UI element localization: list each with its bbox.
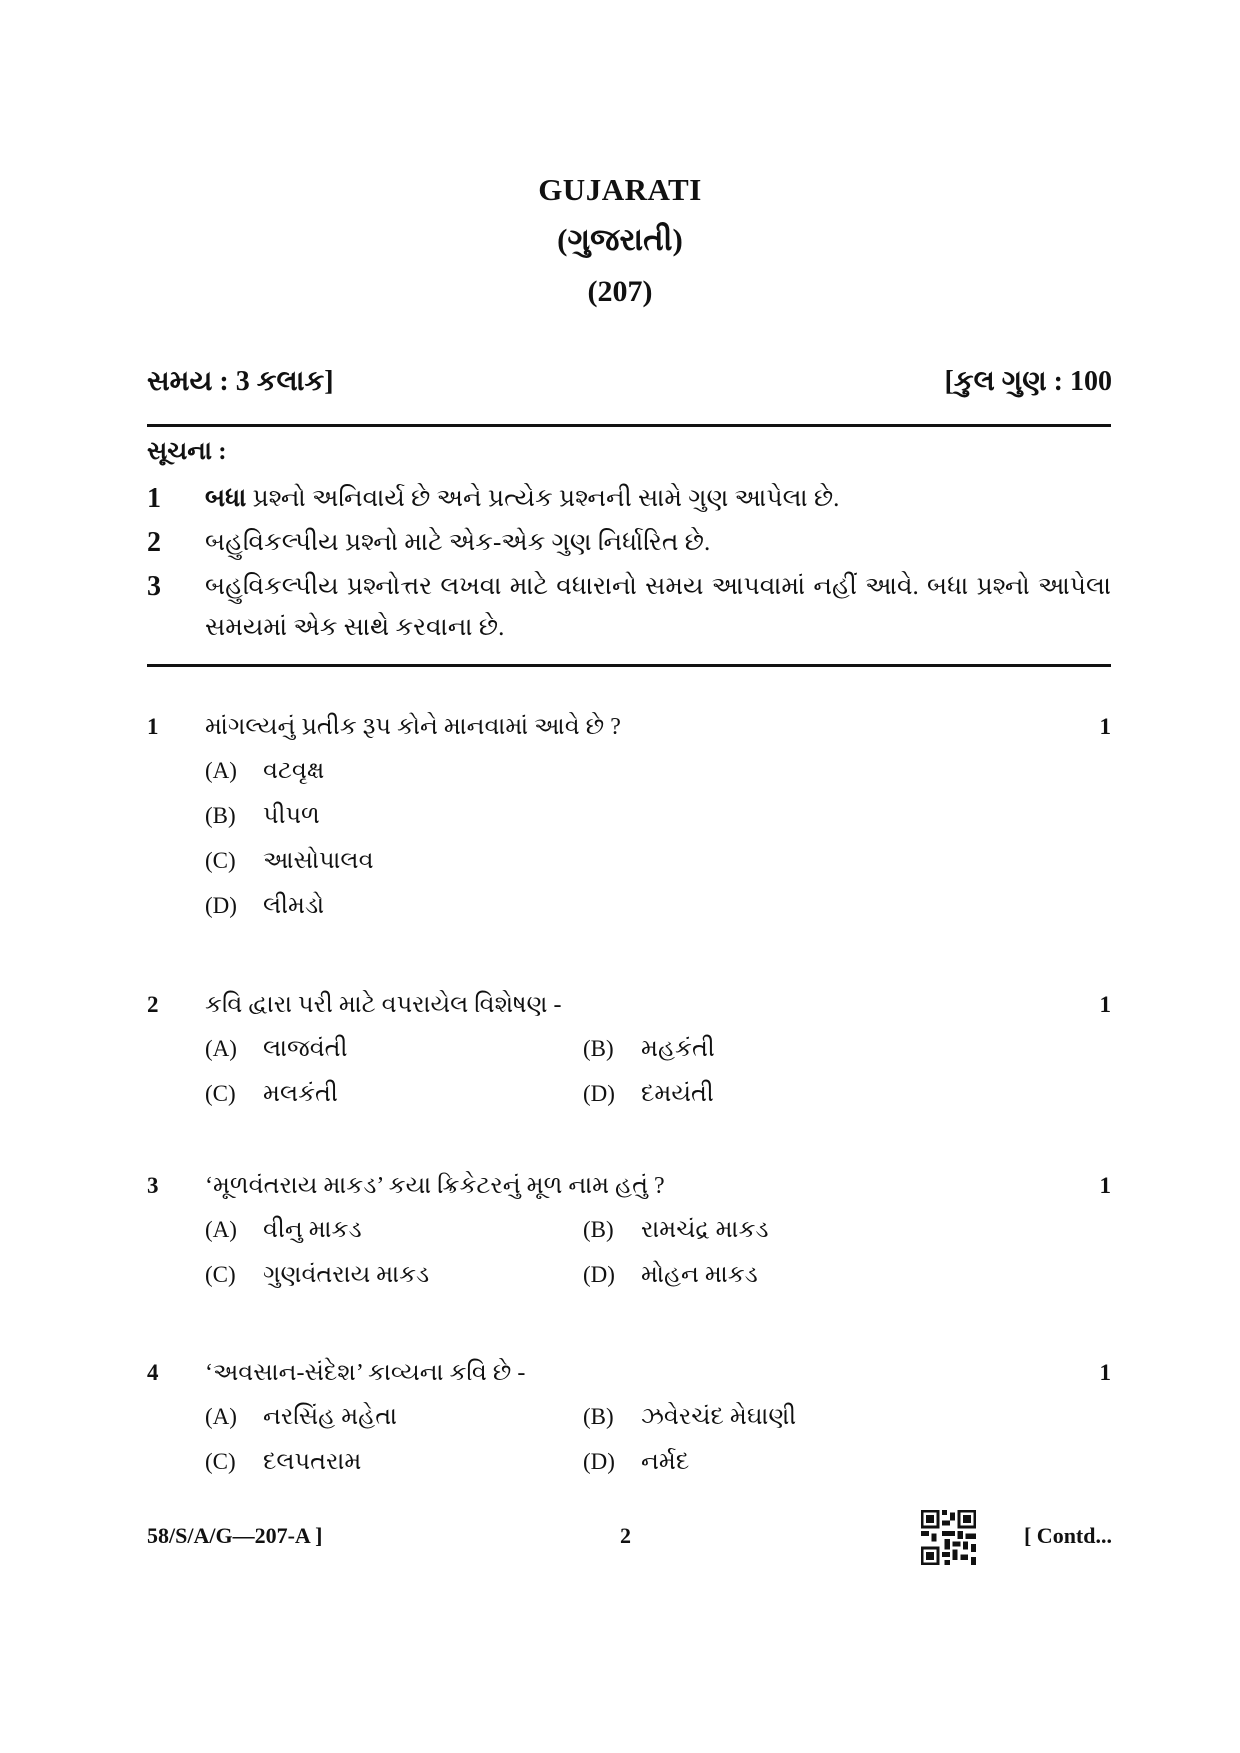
question-marks: 1 [1099,1360,1111,1385]
option-d [205,893,324,920]
option-label: (B) [583,1404,614,1429]
question-text: ‘અવસાન-સંદેશ’ કાવ્યના કવિ છે - [205,1360,526,1386]
option-label: (C) [205,1081,236,1106]
option-a [205,1036,347,1063]
option-label: (D) [583,1081,615,1106]
paper-code: (207) [587,275,653,308]
option-text: દલપતરામ [263,1449,362,1475]
option-label: (D) [205,893,237,918]
question-number: 2 [147,992,159,1017]
option-b [583,1036,715,1063]
question-block [147,1173,1111,1288]
question-number: 3 [147,1173,159,1198]
instruction-text: બહુવિકલ્પીય પ્રશ્નોત્તર લખવા માટે વધારાનો સમય આપવામાં નહીં આવે. બધા પ્રશ્નો આપેલા સમયમાં એક સાથે કરવાના છે. [205,573,1111,641]
option-text: નર્મદ [641,1449,690,1475]
instruction-number: 2 [147,527,161,558]
option-text: મહકંતી [641,1036,715,1062]
option-label: (D) [583,1449,615,1474]
question-number: 1 [147,714,159,739]
option-label: (C) [205,1262,236,1287]
option-c [205,848,374,875]
question-block [147,714,1111,919]
instruction-item [147,522,1111,563]
option-text: લીમડો [263,893,325,919]
option-b [583,1217,769,1244]
instructions-divider [147,664,1111,667]
option-text: રામચંદ્ર માકડ [641,1217,769,1243]
option-label: (A) [205,1217,237,1242]
option-label: (C) [205,1449,236,1474]
option-a [205,758,324,785]
option-text: મલકંતી [263,1081,338,1107]
option-a [205,1404,397,1431]
instructions-heading: સૂચના : [147,438,227,465]
option-label: (A) [205,1036,237,1061]
question-marks: 1 [1099,1173,1111,1198]
option-text: મોહન માકડ [641,1262,758,1288]
option-text: દમયંતી [641,1081,714,1107]
paper-code-footer: 58/S/A/G—207-A ] [147,1523,323,1548]
page-number: 2 [620,1523,631,1548]
option-text: વટવૃક્ષ [263,758,325,784]
time-allowed: સમય : 3 કલાક] [147,366,334,397]
option-label: (D) [583,1262,615,1287]
question-text: માંગલ્યનું પ્રતીક રૂપ કોને માનવામાં આવે છે ? [205,714,621,740]
question-block [147,992,1111,1107]
instruction-rest: પ્રશ્નો અનિવાર્ય છે અને પ્રત્યેક પ્રશ્નની સામે ગુણ આપેલા છે. [246,485,840,512]
qr-code-icon [921,1510,976,1565]
question-block [147,1360,1111,1475]
instruction-item [147,478,1111,519]
option-text: વીનુ માકડ [263,1217,362,1243]
option-a [205,1217,362,1244]
instruction-number: 3 [147,571,161,602]
paper-subtitle: (ગુજરાતી) [557,222,683,257]
instruction-number: 1 [147,483,161,514]
option-c [205,1081,338,1108]
option-d [583,1081,714,1108]
option-text: ઝવેરચંદ મેઘાણી [641,1404,797,1430]
option-d [583,1262,758,1289]
instruction-text: બહુવિકલ્પીય પ્રશ્નો માટે એક-એક ગુણ નિર્ધારિત છે. [205,529,711,556]
instruction-bold: બધા [205,485,247,512]
option-label: (B) [583,1036,614,1061]
question-marks: 1 [1099,992,1111,1017]
option-label: (B) [205,803,236,828]
option-label: (A) [205,1404,237,1429]
option-label: (A) [205,758,237,783]
option-c [205,1262,429,1289]
question-number: 4 [147,1360,159,1385]
continued-label: [ Contd... [1023,1523,1112,1548]
option-text: લાજવંતી [263,1036,348,1062]
question-text: ‘મૂળવંતરાય માકડ’ કયા ક્રિકેટરનું મૂળ નામ હતું ? [205,1173,665,1199]
top-divider [147,424,1111,427]
option-d [583,1449,689,1476]
option-text: પીપળ [263,803,320,829]
option-text: નરસિંહ મહેતા [263,1404,398,1430]
option-c [205,1449,361,1476]
option-b [205,803,320,830]
instruction-text [205,478,1111,519]
option-b [583,1404,796,1431]
instruction-item [147,566,1111,648]
question-text: કવિ દ્વારા પરી માટે વપરાયેલ વિશેષણ - [205,992,562,1018]
total-marks: [કુલ ગુણ : 100 [944,366,1112,397]
option-text: આસોપાલવ [263,848,374,874]
question-marks: 1 [1099,714,1111,739]
paper-title: GUJARATI [538,172,702,207]
option-label: (B) [583,1217,614,1242]
option-text: ગુણવંતરાય માકડ [263,1262,430,1288]
option-label: (C) [205,848,236,873]
